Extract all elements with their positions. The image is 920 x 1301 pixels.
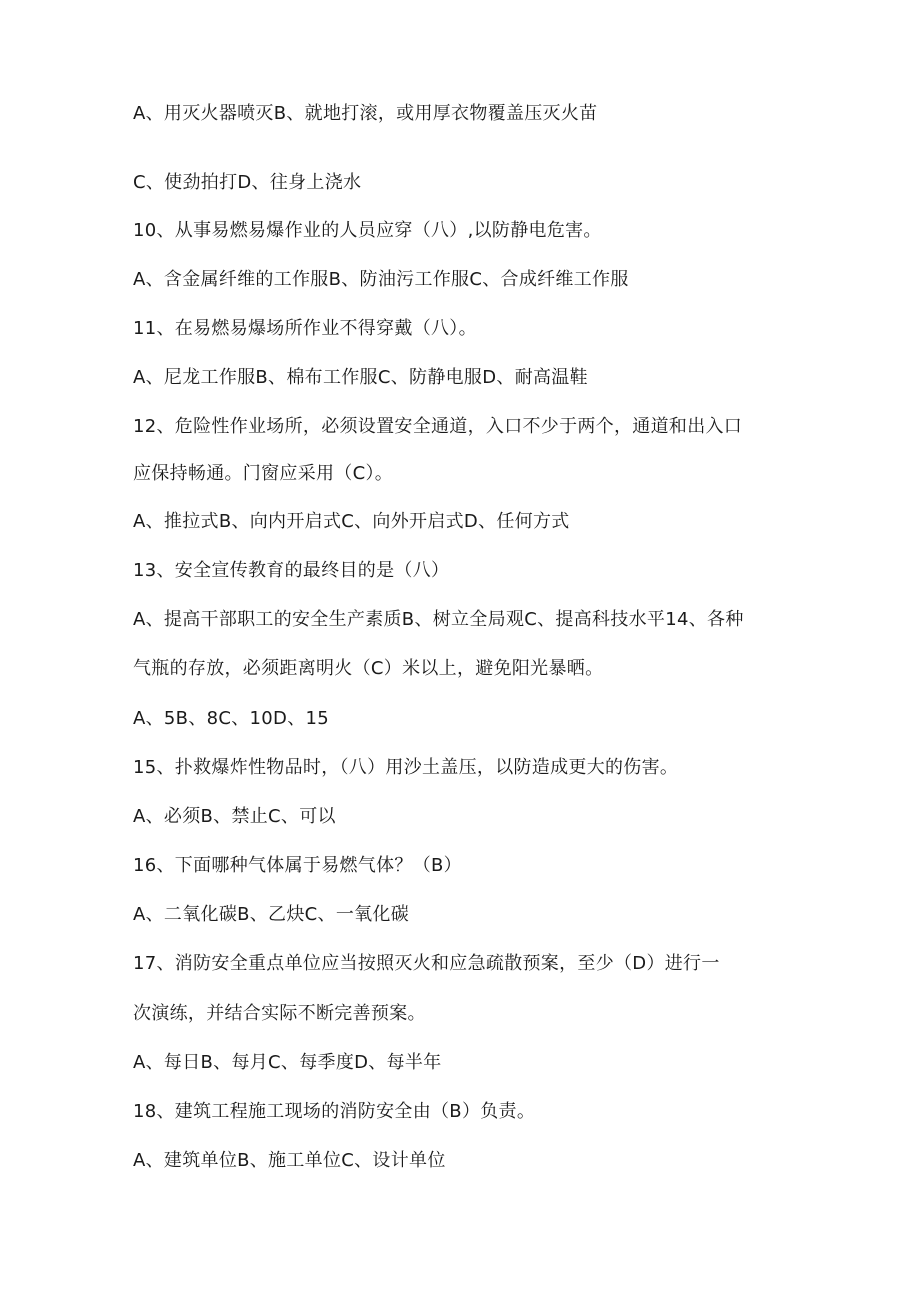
text-line: A、尼龙工作服B、棉布工作服C、防静电服D、耐高温鞋 (133, 367, 588, 388)
text-line: A、建筑单位B、施工单位C、设计单位 (133, 1150, 446, 1171)
text-line: 12、危险性作业场所，必须设置安全通道，入口不少于两个，通道和出入口 (133, 416, 743, 437)
text-line: A、二氧化碳B、乙炔C、一氧化碳 (133, 904, 410, 925)
text-line: 次演练，并结合实际不断完善预案。 (133, 1003, 426, 1024)
text-line: A、用灭火器喷灭B、就地打滚，或用厚衣物覆盖压灭火苗 (133, 103, 598, 124)
text-line: 10、从事易燃易爆作业的人员应穿（八）,以防静电危害。 (133, 220, 602, 241)
text-line: C、使劲拍打D、往身上浇水 (133, 172, 362, 193)
text-line: A、必须B、禁止C、可以 (133, 806, 336, 827)
text-line: 11、在易燃易爆场所作业不得穿戴（八）。 (133, 318, 477, 339)
text-line: A、每日B、每月C、每季度D、每半年 (133, 1052, 442, 1073)
text-line: A、含金属纤维的工作服B、防油污工作服C、合成纤维工作服 (133, 269, 629, 290)
text-line: 15、扑救爆炸性物品时，（八）用沙土盖压，以防造成更大的伤害。 (133, 757, 679, 778)
text-line: A、5B、8C、10D、15 (133, 708, 330, 729)
text-line: A、提高干部职工的安全生产素质B、树立全局观C、提高科技水平14、各种 (133, 609, 744, 630)
text-line: 气瓶的存放，必须距离明火（C）米以上，避免阳光暴晒。 (133, 658, 604, 679)
text-line: 应保持畅通。门窗应采用（C）。 (133, 463, 394, 484)
text-line: 18、建筑工程施工现场的消防安全由（B）负责。 (133, 1101, 536, 1122)
text-line: 17、消防安全重点单位应当按照灭火和应急疏散预案，至少（D）进行一 (133, 953, 720, 974)
text-line: 13、安全宣传教育的最终目的是（八） (133, 560, 450, 581)
text-line: A、推拉式B、向内开启式C、向外开启式D、任何方式 (133, 511, 570, 532)
text-line: 16、下面哪种气体属于易燃气体？（B） (133, 855, 462, 876)
